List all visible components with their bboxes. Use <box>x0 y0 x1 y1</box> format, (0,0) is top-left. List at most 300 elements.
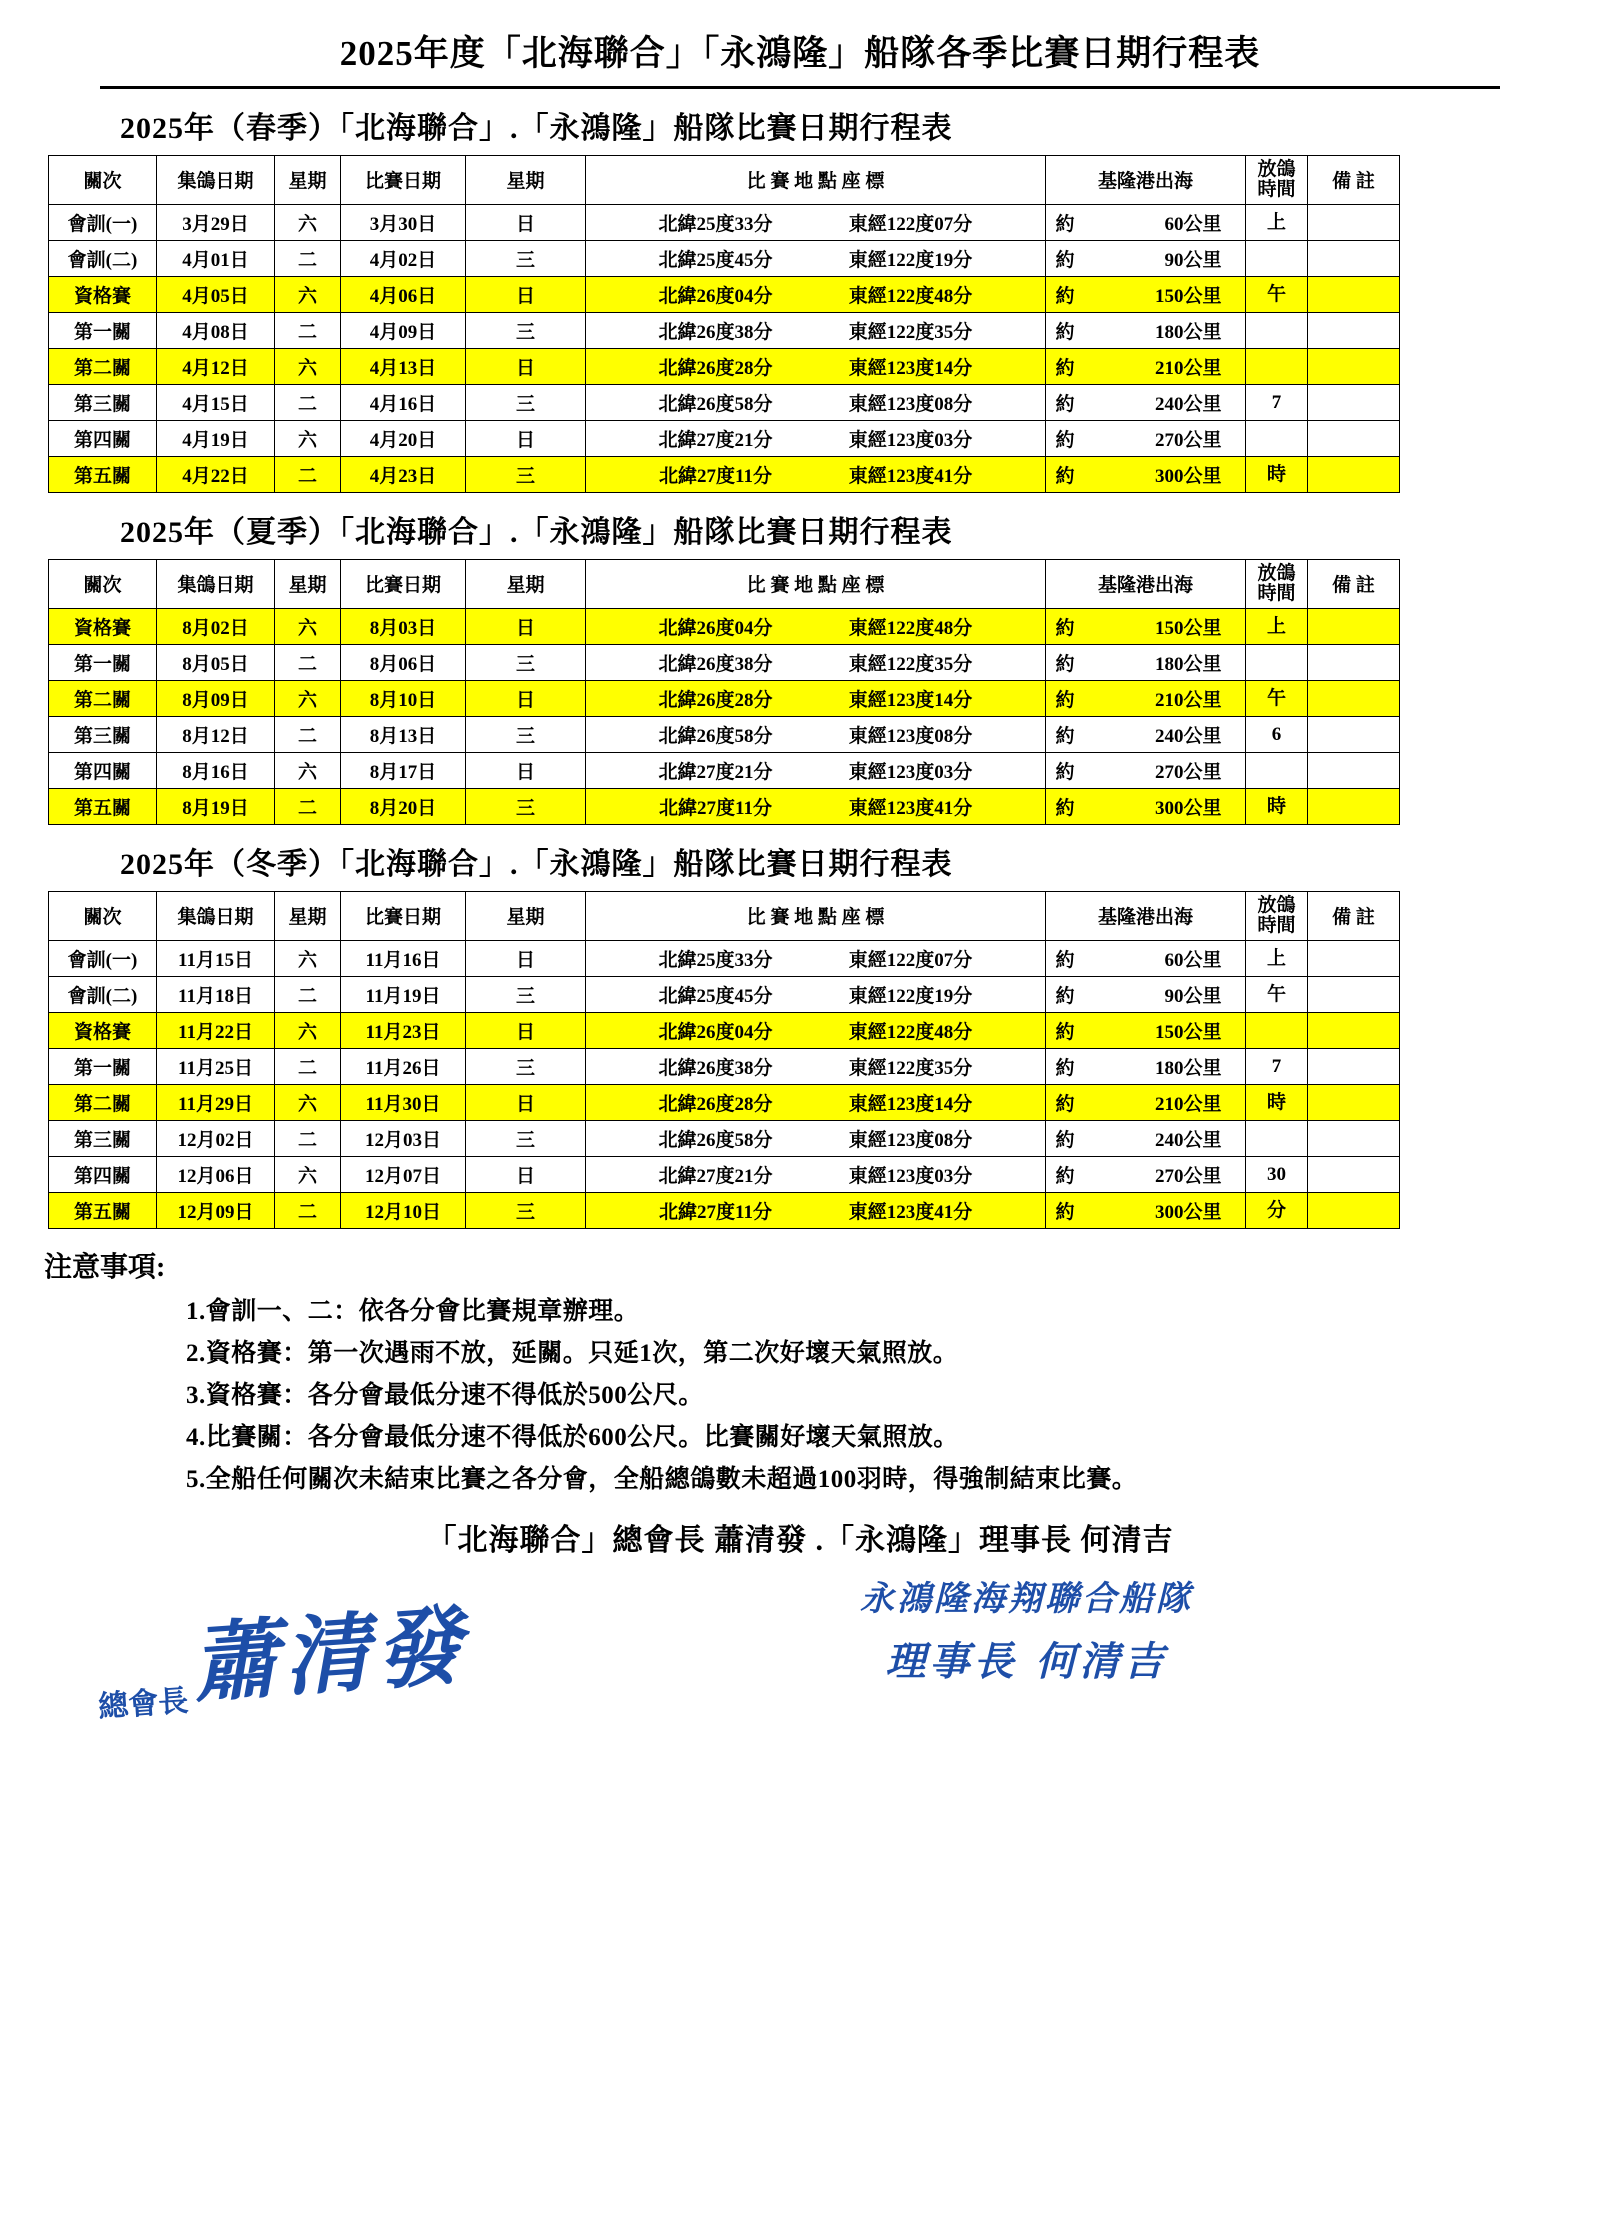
cell-guanci: 第二關 <box>49 348 157 384</box>
cell-longitude: 東經122度35分 <box>848 653 973 675</box>
cell-guanci: 第二關 <box>49 1084 157 1120</box>
cell-week2: 日 <box>466 1156 586 1192</box>
header-race-date: 比賽日期 <box>341 559 466 608</box>
cell-week1: 六 <box>275 752 341 788</box>
cell-race-date: 8月20日 <box>341 788 466 824</box>
cell-coordinates <box>586 608 1046 644</box>
cell-race-date: 3月30日 <box>341 204 466 240</box>
cell-sea-distance <box>1046 608 1246 644</box>
cell-about-label: 約 <box>1055 1129 1075 1151</box>
cell-distance-value: 300公里 <box>1154 1201 1222 1223</box>
cell-jige-date: 8月05日 <box>157 644 275 680</box>
cell-week1: 二 <box>275 240 341 276</box>
cell-week1: 六 <box>275 940 341 976</box>
cell-jige-date: 8月12日 <box>157 716 275 752</box>
cell-release-time: 6 <box>1246 716 1308 752</box>
cell-distance-value: 210公里 <box>1154 357 1222 379</box>
cell-release-time: 午 <box>1246 976 1308 1012</box>
cell-note <box>1308 680 1400 716</box>
cell-latitude: 北緯27度11分 <box>659 465 772 487</box>
cell-jige-date: 4月15日 <box>157 384 275 420</box>
signature-line: 「北海聯合」總會長 蕭清發 .「永鴻隆」理事長 何清吉 <box>426 1523 1174 1557</box>
cell-note <box>1308 940 1400 976</box>
cell-about-label: 約 <box>1055 393 1075 415</box>
cell-sea-distance <box>1046 348 1246 384</box>
cell-sea-distance <box>1046 456 1246 492</box>
cell-sea-distance <box>1046 1048 1246 1084</box>
cell-longitude: 東經123度03分 <box>848 429 973 451</box>
cell-latitude: 北緯26度38分 <box>658 321 773 343</box>
header-sea-departure: 基隆港出海 <box>1046 559 1246 608</box>
table-row <box>49 788 1400 824</box>
cell-sea-distance <box>1046 940 1246 976</box>
cell-jige-date: 4月22日 <box>157 456 275 492</box>
cell-week2: 三 <box>466 644 586 680</box>
cell-about-label: 約 <box>1055 689 1075 711</box>
table-row <box>49 1048 1400 1084</box>
schedule-table-spring <box>48 155 1400 493</box>
cell-week1: 二 <box>275 1120 341 1156</box>
cell-longitude: 東經122度35分 <box>848 321 973 343</box>
cell-coordinates <box>586 680 1046 716</box>
cell-longitude: 東經123度41分 <box>848 797 973 819</box>
cell-jige-date: 8月16日 <box>157 752 275 788</box>
table-row <box>49 752 1400 788</box>
cell-note <box>1308 420 1400 456</box>
cell-jige-date: 11月25日 <box>157 1048 275 1084</box>
table-row <box>49 976 1400 1012</box>
cell-note <box>1308 1192 1400 1228</box>
table-row <box>49 1012 1400 1048</box>
cell-guanci: 第一關 <box>49 644 157 680</box>
header-jige-date: 集鴿日期 <box>157 156 275 205</box>
cell-coordinates <box>586 1048 1046 1084</box>
cell-about-label: 約 <box>1055 357 1075 379</box>
cell-latitude: 北緯26度04分 <box>658 285 773 307</box>
cell-release-time: 分 <box>1246 1192 1308 1228</box>
cell-guanci: 資格賽 <box>49 1012 157 1048</box>
cell-longitude: 東經122度19分 <box>848 249 973 271</box>
cell-about-label: 約 <box>1055 653 1075 675</box>
cell-week1: 六 <box>275 204 341 240</box>
schedule-table-summer <box>48 559 1400 825</box>
page-title: 2025年度「北海聯合」「永鴻隆」船隊各季比賽日期行程表 <box>100 26 1500 89</box>
cell-note <box>1308 608 1400 644</box>
cell-sea-distance <box>1046 384 1246 420</box>
cell-note <box>1308 204 1400 240</box>
cell-latitude: 北緯26度58分 <box>658 393 773 415</box>
cell-jige-date: 8月09日 <box>157 680 275 716</box>
cell-jige-date: 12月06日 <box>157 1156 275 1192</box>
cell-distance-value: 300公里 <box>1154 797 1222 819</box>
cell-release-time: 7 <box>1246 1048 1308 1084</box>
cell-distance-value: 180公里 <box>1154 1057 1222 1079</box>
cell-longitude: 東經123度41分 <box>848 1201 973 1223</box>
cell-distance-value: 270公里 <box>1154 1165 1222 1187</box>
cell-sea-distance <box>1046 276 1246 312</box>
cell-race-date: 12月07日 <box>341 1156 466 1192</box>
cell-note <box>1308 384 1400 420</box>
cell-race-date: 12月03日 <box>341 1120 466 1156</box>
cell-note <box>1308 276 1400 312</box>
cell-week2: 日 <box>466 348 586 384</box>
cell-about-label: 約 <box>1055 213 1075 235</box>
cell-race-date: 4月16日 <box>341 384 466 420</box>
cell-jige-date: 4月05日 <box>157 276 275 312</box>
cell-sea-distance <box>1046 1192 1246 1228</box>
cell-distance-value: 180公里 <box>1154 321 1222 343</box>
cell-week1: 六 <box>275 420 341 456</box>
cell-longitude: 東經122度48分 <box>848 617 973 639</box>
cell-week1: 二 <box>275 644 341 680</box>
cell-note <box>1308 1084 1400 1120</box>
table-row <box>49 276 1400 312</box>
cell-week1: 六 <box>275 608 341 644</box>
cell-jige-date: 4月19日 <box>157 420 275 456</box>
cell-race-date: 11月30日 <box>341 1084 466 1120</box>
stamp-left-name: 蕭清發 <box>188 1594 471 1715</box>
cell-sea-distance <box>1046 644 1246 680</box>
header-release-time-line1: 放鴿 <box>1257 894 1296 916</box>
table-row <box>49 716 1400 752</box>
cell-latitude: 北緯25度33分 <box>658 949 773 971</box>
cell-latitude: 北緯26度28分 <box>658 357 773 379</box>
table-row <box>49 240 1400 276</box>
cell-coordinates <box>586 456 1046 492</box>
cell-release-time: 時 <box>1246 788 1308 824</box>
cell-latitude: 北緯25度45分 <box>658 985 773 1007</box>
table-row <box>49 348 1400 384</box>
cell-guanci: 會訓(一) <box>49 204 157 240</box>
cell-guanci: 會訓(二) <box>49 976 157 1012</box>
cell-release-time <box>1246 1120 1308 1156</box>
cell-about-label: 約 <box>1055 949 1075 971</box>
cell-week1: 六 <box>275 1156 341 1192</box>
cell-note <box>1308 456 1400 492</box>
cell-week2: 三 <box>466 788 586 824</box>
cell-release-time <box>1246 644 1308 680</box>
table-header-row <box>49 559 1400 608</box>
cell-release-time: 午 <box>1246 680 1308 716</box>
cell-latitude: 北緯27度11分 <box>659 1201 772 1223</box>
cell-longitude: 東經123度03分 <box>848 1165 973 1187</box>
cell-distance-value: 180公里 <box>1154 653 1222 675</box>
cell-guanci: 資格賽 <box>49 276 157 312</box>
header-release-time-line1: 放鴿 <box>1257 159 1296 180</box>
cell-week1: 二 <box>275 312 341 348</box>
cell-week2: 日 <box>466 204 586 240</box>
stamp-right-org: 永鴻隆海翔聯合船隊 <box>860 1578 1193 1619</box>
cell-release-time: 時 <box>1246 1084 1308 1120</box>
header-note: 備 註 <box>1308 156 1400 205</box>
cell-week2: 日 <box>466 1084 586 1120</box>
cell-sea-distance <box>1046 1084 1246 1120</box>
header-coordinates: 比 賽 地 點 座 標 <box>586 559 1046 608</box>
cell-guanci: 第四關 <box>49 420 157 456</box>
table-header-row <box>49 891 1400 940</box>
cell-about-label: 約 <box>1055 1165 1075 1187</box>
cell-about-label: 約 <box>1055 321 1075 343</box>
cell-longitude: 東經123度03分 <box>848 761 973 783</box>
cell-about-label: 約 <box>1055 617 1075 639</box>
cell-guanci: 第三關 <box>49 716 157 752</box>
cell-distance-value: 240公里 <box>1154 1129 1222 1151</box>
cell-week1: 二 <box>275 976 341 1012</box>
cell-longitude: 東經122度07分 <box>848 213 973 235</box>
schedule-table-winter <box>48 891 1400 1229</box>
cell-release-time <box>1246 752 1308 788</box>
cell-week2: 日 <box>466 752 586 788</box>
cell-distance-value: 270公里 <box>1154 761 1222 783</box>
cell-release-time: 上 <box>1246 204 1308 240</box>
header-guanci: 關次 <box>49 891 157 940</box>
cell-about-label: 約 <box>1055 429 1075 451</box>
cell-about-label: 約 <box>1055 285 1075 307</box>
cell-note <box>1308 1012 1400 1048</box>
cell-race-date: 8月17日 <box>341 752 466 788</box>
cell-longitude: 東經123度08分 <box>848 1129 973 1151</box>
cell-note <box>1308 976 1400 1012</box>
cell-jige-date: 3月29日 <box>157 204 275 240</box>
cell-race-date: 8月13日 <box>341 716 466 752</box>
cell-latitude: 北緯26度04分 <box>658 617 773 639</box>
cell-longitude: 東經122度19分 <box>848 985 973 1007</box>
cell-distance-value: 270公里 <box>1154 429 1222 451</box>
cell-longitude: 東經123度14分 <box>848 357 973 379</box>
cell-coordinates <box>586 752 1046 788</box>
cell-longitude: 東經122度35分 <box>848 1057 973 1079</box>
cell-jige-date: 12月02日 <box>157 1120 275 1156</box>
notes-title: 注意事項: <box>44 1251 166 1283</box>
table-row <box>49 1156 1400 1192</box>
cell-longitude: 東經123度41分 <box>848 465 973 487</box>
cell-week2: 日 <box>466 608 586 644</box>
header-guanci: 關次 <box>49 156 157 205</box>
cell-distance-value: 90公里 <box>1164 249 1222 271</box>
cell-sea-distance <box>1046 1012 1246 1048</box>
cell-week2: 日 <box>466 276 586 312</box>
header-release-time <box>1246 891 1308 940</box>
header-week2: 星期 <box>466 559 586 608</box>
cell-latitude: 北緯27度21分 <box>658 429 773 451</box>
cell-guanci: 會訓(一) <box>49 940 157 976</box>
note-item: 5.全船任何關次未結束比賽之各分會，全船總鴿數未超過100羽時，得強制結束比賽。 <box>186 1465 1138 1493</box>
cell-week2: 三 <box>466 240 586 276</box>
header-guanci: 關次 <box>49 559 157 608</box>
cell-sea-distance <box>1046 420 1246 456</box>
cell-distance-value: 300公里 <box>1154 465 1222 487</box>
cell-distance-value: 150公里 <box>1154 285 1222 307</box>
cell-about-label: 約 <box>1055 725 1075 747</box>
cell-guanci: 第五關 <box>49 456 157 492</box>
cell-latitude: 北緯26度04分 <box>658 1021 773 1043</box>
cell-race-date: 4月06日 <box>341 276 466 312</box>
cell-longitude: 東經123度08分 <box>848 725 973 747</box>
cell-race-date: 4月13日 <box>341 348 466 384</box>
cell-week1: 六 <box>275 1084 341 1120</box>
cell-release-time <box>1246 240 1308 276</box>
cell-week1: 二 <box>275 716 341 752</box>
cell-coordinates <box>586 1156 1046 1192</box>
cell-coordinates <box>586 1012 1046 1048</box>
cell-coordinates <box>586 276 1046 312</box>
cell-about-label: 約 <box>1055 985 1075 1007</box>
cell-guanci: 資格賽 <box>49 608 157 644</box>
cell-latitude: 北緯26度38分 <box>658 653 773 675</box>
cell-note <box>1308 644 1400 680</box>
cell-guanci: 第五關 <box>49 788 157 824</box>
cell-week2: 三 <box>466 384 586 420</box>
cell-sea-distance <box>1046 1156 1246 1192</box>
cell-race-date: 11月16日 <box>341 940 466 976</box>
cell-jige-date: 4月12日 <box>157 348 275 384</box>
cell-distance-value: 90公里 <box>1164 985 1222 1007</box>
cell-coordinates <box>586 644 1046 680</box>
cell-note <box>1308 1156 1400 1192</box>
cell-week2: 三 <box>466 1048 586 1084</box>
cell-week2: 三 <box>466 716 586 752</box>
cell-guanci: 第四關 <box>49 1156 157 1192</box>
cell-latitude: 北緯26度58分 <box>658 1129 773 1151</box>
cell-jige-date: 8月19日 <box>157 788 275 824</box>
cell-distance-value: 60公里 <box>1164 213 1222 235</box>
cell-longitude: 東經122度48分 <box>848 1021 973 1043</box>
header-coordinates: 比 賽 地 點 座 標 <box>586 891 1046 940</box>
cell-week2: 日 <box>466 940 586 976</box>
note-item: 2.資格賽：第一次遇雨不放，延關。只延1次，第二次好壞天氣照放。 <box>186 1339 959 1367</box>
table-row <box>49 940 1400 976</box>
season-title-winter: 2025年（冬季）「北海聯合」.「永鴻隆」船隊比賽日期行程表 <box>120 847 953 881</box>
header-week2: 星期 <box>466 891 586 940</box>
cell-race-date: 8月06日 <box>341 644 466 680</box>
table-row <box>49 456 1400 492</box>
cell-week1: 二 <box>275 384 341 420</box>
table-row <box>49 384 1400 420</box>
cell-guanci: 第四關 <box>49 752 157 788</box>
cell-note <box>1308 348 1400 384</box>
note-item: 4.比賽關：各分會最低分速不得低於600公尺。比賽關好壞天氣照放。 <box>186 1423 959 1451</box>
header-sea-departure: 基隆港出海 <box>1046 891 1246 940</box>
cell-about-label: 約 <box>1055 1201 1075 1223</box>
cell-note <box>1308 1120 1400 1156</box>
cell-coordinates <box>586 420 1046 456</box>
header-release-time-line2: 時間 <box>1257 178 1296 200</box>
cell-latitude: 北緯26度38分 <box>658 1057 773 1079</box>
cell-jige-date: 4月01日 <box>157 240 275 276</box>
cell-week2: 三 <box>466 1120 586 1156</box>
cell-week2: 三 <box>466 456 586 492</box>
cell-longitude: 東經122度48分 <box>848 285 973 307</box>
cell-coordinates <box>586 716 1046 752</box>
cell-release-time: 上 <box>1246 608 1308 644</box>
cell-about-label: 約 <box>1055 249 1075 271</box>
cell-jige-date: 11月15日 <box>157 940 275 976</box>
cell-coordinates <box>586 1192 1046 1228</box>
stamp-right-name: 理事長 何清吉 <box>885 1637 1168 1685</box>
cell-coordinates <box>586 976 1046 1012</box>
cell-distance-value: 240公里 <box>1154 725 1222 747</box>
cell-race-date: 4月23日 <box>341 456 466 492</box>
cell-distance-value: 150公里 <box>1154 1021 1222 1043</box>
header-sea-departure: 基隆港出海 <box>1046 156 1246 205</box>
cell-coordinates <box>586 348 1046 384</box>
cell-race-date: 4月02日 <box>341 240 466 276</box>
header-release-time-line2: 時間 <box>1257 914 1296 936</box>
cell-sea-distance <box>1046 788 1246 824</box>
cell-race-date: 12月10日 <box>341 1192 466 1228</box>
season-title-summer: 2025年（夏季）「北海聯合」.「永鴻隆」船隊比賽日期行程表 <box>120 515 953 549</box>
cell-note <box>1308 312 1400 348</box>
cell-coordinates <box>586 788 1046 824</box>
cell-jige-date: 4月08日 <box>157 312 275 348</box>
cell-about-label: 約 <box>1055 761 1075 783</box>
header-race-date: 比賽日期 <box>341 891 466 940</box>
cell-about-label: 約 <box>1055 1057 1075 1079</box>
cell-about-label: 約 <box>1055 1021 1075 1043</box>
cell-week2: 日 <box>466 420 586 456</box>
table-row <box>49 1120 1400 1156</box>
cell-guanci: 第二關 <box>49 680 157 716</box>
header-jige-date: 集鴿日期 <box>157 559 275 608</box>
note-item: 3.資格賽：各分會最低分速不得低於500公尺。 <box>186 1381 704 1409</box>
table-row <box>49 420 1400 456</box>
cell-week1: 六 <box>275 348 341 384</box>
cell-latitude: 北緯26度28分 <box>658 1093 773 1115</box>
cell-jige-date: 12月09日 <box>157 1192 275 1228</box>
cell-guanci: 會訓(二) <box>49 240 157 276</box>
cell-coordinates <box>586 312 1046 348</box>
cell-race-date: 8月10日 <box>341 680 466 716</box>
cell-race-date: 4月09日 <box>341 312 466 348</box>
table-row <box>49 608 1400 644</box>
cell-guanci: 第三關 <box>49 384 157 420</box>
table-row <box>49 680 1400 716</box>
header-jige-date: 集鴿日期 <box>157 891 275 940</box>
cell-race-date: 8月03日 <box>341 608 466 644</box>
header-week2: 星期 <box>466 156 586 205</box>
cell-release-time: 上 <box>1246 940 1308 976</box>
cell-release-time <box>1246 348 1308 384</box>
header-week1: 星期 <box>275 891 341 940</box>
header-week1: 星期 <box>275 559 341 608</box>
cell-latitude: 北緯27度11分 <box>659 797 772 819</box>
cell-coordinates <box>586 204 1046 240</box>
cell-race-date: 11月23日 <box>341 1012 466 1048</box>
cell-longitude: 東經122度07分 <box>848 949 973 971</box>
cell-note <box>1308 788 1400 824</box>
cell-jige-date: 11月22日 <box>157 1012 275 1048</box>
cell-week2: 日 <box>466 1012 586 1048</box>
cell-sea-distance <box>1046 312 1246 348</box>
cell-week1: 二 <box>275 1048 341 1084</box>
cell-week1: 六 <box>275 276 341 312</box>
table-header-row <box>49 156 1400 205</box>
cell-release-time: 7 <box>1246 384 1308 420</box>
header-note: 備 註 <box>1308 891 1400 940</box>
table-row <box>49 1084 1400 1120</box>
cell-sea-distance <box>1046 1120 1246 1156</box>
header-release-time <box>1246 156 1308 205</box>
cell-coordinates <box>586 1084 1046 1120</box>
cell-coordinates <box>586 384 1046 420</box>
document-page <box>0 26 1600 2226</box>
cell-longitude: 東經123度08分 <box>848 393 973 415</box>
cell-about-label: 約 <box>1055 797 1075 819</box>
cell-sea-distance <box>1046 204 1246 240</box>
cell-distance-value: 150公里 <box>1154 617 1222 639</box>
cell-week1: 二 <box>275 1192 341 1228</box>
cell-week2: 三 <box>466 976 586 1012</box>
